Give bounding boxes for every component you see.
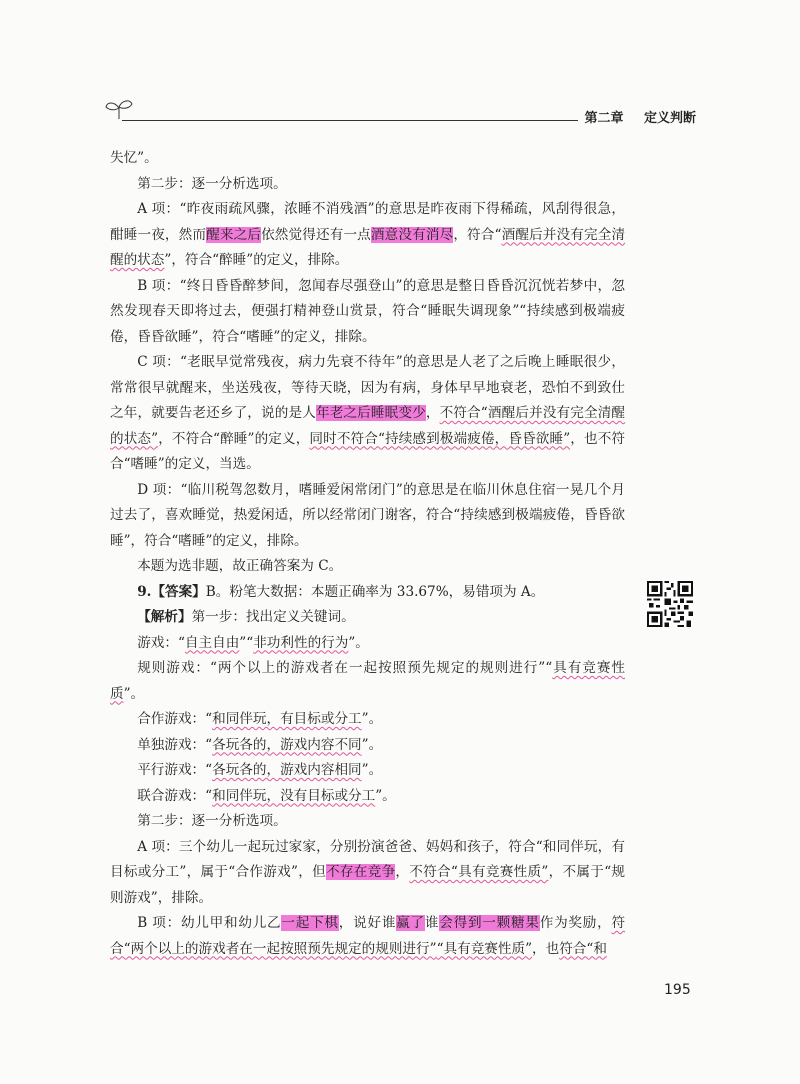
page-number: 195 (664, 982, 691, 998)
analysis (110, 605, 625, 631)
wavy-underline: “具有竞赛性质” (436, 940, 533, 957)
definition-rule-game (110, 656, 625, 707)
wavy-underline: 各玩各的，游戏内容相同 (212, 762, 362, 778)
text: B。粉笔大数据：本题正确率为 33.67%，易错项为 A。 (205, 583, 545, 600)
definition-parallel-game (110, 758, 625, 784)
highlight: 不存在竞争 (326, 864, 396, 880)
text: ，符合“ (453, 226, 502, 243)
text: ，说好谁 (338, 915, 397, 931)
text: 谁 (424, 915, 440, 931)
paragraph-option-c (110, 350, 625, 478)
highlight: 醒来之后 (206, 226, 262, 243)
text: 联合游戏：“ (137, 787, 213, 804)
text: 失忆”。 (110, 150, 158, 166)
text: ，不属于“规则游戏”，排除。 (110, 864, 626, 906)
paragraph-option-b (110, 274, 625, 351)
chapter-number: 第二章 (584, 111, 624, 126)
text: C 项：“老眠早觉常残夜，病力先衰不待年”的意思是人老了之后晚上睡眠很少，常常很早就醒来，坐送残夜，等待天晓，因为有病，身体早早地衰老，恐怕不到致仕之年，就要告老还乡了，说的是人 (110, 354, 625, 421)
text: ”。 (375, 787, 396, 804)
highlight: 会得到一颗糖果 (439, 915, 540, 931)
paragraph-option-a-9 (110, 835, 625, 912)
text: 本题为选非题，故正确答案为 C。 (137, 558, 343, 574)
paragraph (110, 172, 625, 198)
text: ，也 (532, 940, 560, 957)
wavy-underline: 同时不符合“持续感到极端疲倦，昏昏欲睡” (309, 430, 571, 447)
text: A 项：三个幼儿一起玩过家家，分别扮演爸爸、妈妈和孩子，符合“和同伴玩，有目标或分工”，属于“合作游戏”，但 (110, 838, 625, 880)
paragraph (110, 809, 625, 835)
highlight: 一起下棋 (281, 915, 339, 931)
definition-cooperative-game (110, 707, 625, 733)
paragraph-option-a (110, 197, 625, 274)
chapter-title: 定义判断 (643, 111, 696, 126)
text: ”，符合“醉睡”的定义，排除。 (164, 252, 349, 268)
definition-solitary-game (110, 733, 625, 759)
wavy-underline: 各玩各的，游戏内容不同 (212, 736, 362, 753)
wavy-underline: 自主自由 (184, 634, 240, 651)
page-header (104, 98, 696, 134)
wavy-underline: 符合“和 (559, 940, 607, 957)
definition-associative-game (110, 784, 625, 810)
text: ，也不符合“嗜睡”的定义，当选。 (110, 430, 626, 472)
wavy-underline: 和同伴玩，有目标或分工 (212, 711, 362, 727)
text: 合作游戏：“ (137, 711, 213, 727)
text: 第二步：逐一分析选项。 (137, 813, 287, 829)
highlight: 赢了 (396, 915, 425, 931)
highlight: 酒意没有消尽 (370, 226, 454, 243)
wavy-underline: 酒醒后并没有完全清醒的状态 (110, 226, 626, 268)
text: B 项：“终日昏昏醉梦间，忽闻春尽强登山”的意思是整日昏昏沉沉恍若梦中，忽然发现春天即将过去，便强打精神登山赏景，符合“睡眠失调现象”“持续感到极端疲倦，昏昏欲睡”，符合“嗜睡”的定义，排除。 (110, 277, 625, 345)
text: ”。 (361, 762, 383, 778)
text: ”。 (361, 736, 383, 753)
text: 第二步：逐一分析选项。 (137, 175, 287, 192)
wavy-underline: 非功利性的行为 (253, 634, 349, 651)
wavy-underline: 具有竞赛性质 (110, 660, 625, 702)
wavy-underline: 和同伴玩，没有目标或分工 (212, 787, 376, 804)
qr-code-icon[interactable] (647, 581, 693, 627)
text: 游戏：“ (137, 634, 185, 651)
text: ， (425, 405, 440, 421)
answer-label: 9.【答案】 (137, 583, 206, 600)
text: 作为奖励， (539, 915, 612, 931)
text: D 项：“临川税驾忽数月，嗜睡爱闲常闭门”的意思是在临川休息住宿一晃几个月过去了，喜欢睡觉，热爱闲适，所以经常闭门谢客，符合“持续感到极端疲倦，昏昏欲睡”，符合“嗜睡”的定义，排除。 (110, 481, 625, 549)
paragraph-option-d (110, 478, 625, 555)
wavy-underline: 符合“两个以上的游戏者在一起按照预先规定的规则进行” (110, 915, 626, 957)
text: 规则游戏：“两个以上的游戏者在一起按照预先规定的规则进行”“ (137, 660, 553, 676)
text: 第一步：找出定义关键词。 (191, 609, 355, 625)
sprout-icon (104, 98, 134, 120)
page-body (110, 146, 625, 962)
text: A 项：“昨夜雨疏风骤，浓睡不消残酒”的意思是昨夜雨下得稀疏，风刮得很急，酣睡一夜，然而 (110, 201, 625, 243)
text: ”。 (123, 685, 145, 702)
text: ， (395, 864, 410, 880)
paragraph-conclusion (110, 554, 625, 580)
text: ，不符合“醉睡”的定义， (158, 430, 310, 447)
paragraph-option-b-9 (110, 911, 625, 962)
text: ”“ (239, 634, 254, 651)
text: 单独游戏：“ (137, 736, 213, 753)
text: B 项：幼儿甲和幼儿乙 (137, 915, 282, 931)
text: ”。 (348, 634, 369, 651)
question-9-answer (110, 580, 625, 606)
chapter-heading (578, 107, 696, 126)
analysis-label: 【解析】 (137, 609, 192, 625)
text: 平行游戏：“ (137, 762, 213, 778)
text: ”。 (361, 711, 383, 727)
highlight: 年老之后睡眠变少 (315, 405, 426, 421)
text: 依然觉得还有一点 (261, 226, 371, 243)
definition-game (110, 631, 625, 657)
wavy-underline: 不符合“具有竞赛性质” (409, 864, 549, 880)
paragraph (110, 146, 625, 172)
wavy-underline: 不符合“酒醒后并没有完全清醒的状态” (110, 405, 626, 447)
